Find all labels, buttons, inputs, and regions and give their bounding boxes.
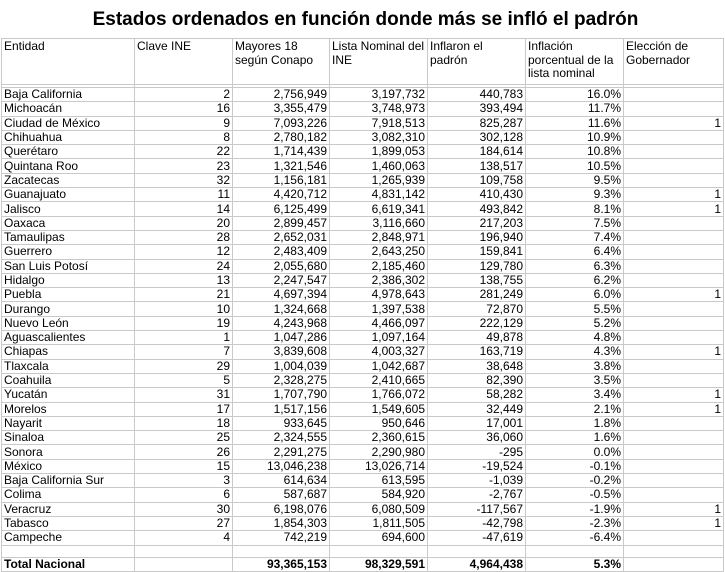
inflaron-cell: 302,128 — [428, 130, 526, 144]
clave-cell: 25 — [135, 431, 233, 445]
inflacion-cell: -0.2% — [526, 474, 624, 488]
clave-cell: 12 — [135, 245, 233, 259]
mayores-cell: 2,652,031 — [233, 230, 330, 244]
inflacion-cell: 3.4% — [526, 388, 624, 402]
mayores-cell: 2,291,275 — [233, 445, 330, 459]
entidad-cell: Baja California — [2, 88, 135, 102]
table-row — [2, 431, 724, 445]
mayores-cell: 2,756,949 — [233, 88, 330, 102]
mayores-cell: 4,243,968 — [233, 316, 330, 330]
table-row — [2, 359, 724, 373]
lista-cell: 584,920 — [330, 488, 428, 502]
inflaron-cell: 138,517 — [428, 159, 526, 173]
mayores-cell: 2,324,555 — [233, 431, 330, 445]
entidad-cell: Colima — [2, 488, 135, 502]
clave-cell: 22 — [135, 145, 233, 159]
clave-cell: 23 — [135, 159, 233, 173]
mayores-cell: 2,483,409 — [233, 245, 330, 259]
inflaron-cell: -47,619 — [428, 531, 526, 545]
inflacion-cell: 10.5% — [526, 159, 624, 173]
lista-cell: 950,646 — [330, 416, 428, 430]
mayores-cell: 6,125,499 — [233, 202, 330, 216]
gobernador-cell: 1 — [624, 502, 724, 516]
entidad-cell: Guerrero — [2, 245, 135, 259]
table-row — [2, 188, 724, 202]
inflacion-cell: 9.3% — [526, 188, 624, 202]
gobernador-cell — [624, 431, 724, 445]
gobernador-cell — [624, 230, 724, 244]
inflaron-cell: -42,798 — [428, 516, 526, 530]
gobernador-cell — [624, 130, 724, 144]
lista-cell: 1,549,605 — [330, 402, 428, 416]
gobernador-cell — [624, 416, 724, 430]
inflacion-cell: 7.5% — [526, 216, 624, 230]
gobernador-cell — [624, 459, 724, 473]
lista-cell: 1,042,687 — [330, 359, 428, 373]
lista-cell: 2,386,302 — [330, 273, 428, 287]
lista-cell: 1,097,164 — [330, 331, 428, 345]
gobernador-cell — [624, 557, 724, 571]
header-clave-ine: Clave INE — [135, 39, 233, 85]
gobernador-cell — [624, 302, 724, 316]
inflaron-cell: 4,964,438 — [428, 557, 526, 571]
blank-row — [2, 545, 724, 557]
entidad-cell: Puebla — [2, 288, 135, 302]
inflacion-cell: 5.5% — [526, 302, 624, 316]
entidad-cell: Veracruz — [2, 502, 135, 516]
mayores-cell: 1,324,668 — [233, 302, 330, 316]
lista-cell: 1,265,939 — [330, 173, 428, 187]
gobernador-cell — [624, 359, 724, 373]
lista-cell: 1,811,505 — [330, 516, 428, 530]
inflaron-cell: 222,129 — [428, 316, 526, 330]
entidad-cell: Yucatán — [2, 388, 135, 402]
inflacion-cell: -0.5% — [526, 488, 624, 502]
clave-cell: 5 — [135, 373, 233, 387]
clave-cell: 3 — [135, 474, 233, 488]
gobernador-cell — [624, 102, 724, 116]
inflacion-cell: 10.8% — [526, 145, 624, 159]
entidad-cell: Zacatecas — [2, 173, 135, 187]
blank-cell — [624, 545, 724, 557]
entidad-cell: San Luis Potosí — [2, 259, 135, 273]
clave-cell: 2 — [135, 88, 233, 102]
clave-cell: 20 — [135, 216, 233, 230]
inflacion-cell: 4.3% — [526, 345, 624, 359]
inflaron-cell: 163,719 — [428, 345, 526, 359]
gobernador-cell — [624, 259, 724, 273]
lista-cell: 98,329,591 — [330, 557, 428, 571]
table-row — [2, 230, 724, 244]
inflacion-cell: 8.1% — [526, 202, 624, 216]
inflaron-cell: 32,449 — [428, 402, 526, 416]
gobernador-cell: 1 — [624, 202, 724, 216]
entidad-cell: México — [2, 459, 135, 473]
mayores-cell: 1,004,039 — [233, 359, 330, 373]
mayores-cell: 4,420,712 — [233, 188, 330, 202]
inflacion-cell: 6.2% — [526, 273, 624, 287]
entidad-cell: Aguascalientes — [2, 331, 135, 345]
mayores-cell: 1,156,181 — [233, 173, 330, 187]
inflaron-cell: 410,430 — [428, 188, 526, 202]
gobernador-cell — [624, 145, 724, 159]
mayores-cell: 6,198,076 — [233, 502, 330, 516]
entidad-cell: Michoacán — [2, 102, 135, 116]
header-row — [2, 39, 724, 85]
mayores-cell: 2,055,680 — [233, 259, 330, 273]
table-row — [2, 116, 724, 130]
clave-cell: 17 — [135, 402, 233, 416]
mayores-cell: 2,780,182 — [233, 130, 330, 144]
table-row — [2, 130, 724, 144]
entidad-cell: Oaxaca — [2, 216, 135, 230]
gobernador-cell — [624, 88, 724, 102]
clave-cell: 28 — [135, 230, 233, 244]
lista-cell: 4,466,097 — [330, 316, 428, 330]
entidad-cell: Durango — [2, 302, 135, 316]
gobernador-cell — [624, 474, 724, 488]
clave-cell: 10 — [135, 302, 233, 316]
header-eleccion-gobernador: Elección de Gobernador — [624, 39, 724, 85]
clave-cell: 15 — [135, 459, 233, 473]
table-row — [2, 474, 724, 488]
gobernador-cell: 1 — [624, 516, 724, 530]
gobernador-cell: 1 — [624, 288, 724, 302]
clave-cell: 11 — [135, 188, 233, 202]
lista-cell: 2,643,250 — [330, 245, 428, 259]
mayores-cell: 2,899,457 — [233, 216, 330, 230]
inflacion-cell: 1.8% — [526, 416, 624, 430]
clave-cell: 19 — [135, 316, 233, 330]
inflaron-cell: 49,878 — [428, 331, 526, 345]
gobernador-cell: 1 — [624, 116, 724, 130]
blank-cell — [428, 545, 526, 557]
gobernador-cell: 1 — [624, 345, 724, 359]
header-lista-nominal: Lista Nominal del INE — [330, 39, 428, 85]
gobernador-cell — [624, 445, 724, 459]
header-inflaron: Inflaron el padrón — [428, 39, 526, 85]
mayores-cell: 1,321,546 — [233, 159, 330, 173]
table-row — [2, 345, 724, 359]
table-row — [2, 459, 724, 473]
entidad-cell: Chiapas — [2, 345, 135, 359]
inflaron-cell: 440,783 — [428, 88, 526, 102]
table-row — [2, 388, 724, 402]
gobernador-cell: 1 — [624, 388, 724, 402]
entidad-cell: Guanajuato — [2, 188, 135, 202]
clave-cell: 24 — [135, 259, 233, 273]
table-row — [2, 316, 724, 330]
inflacion-cell: 6.3% — [526, 259, 624, 273]
table-row — [2, 488, 724, 502]
inflaron-cell: -19,524 — [428, 459, 526, 473]
inflaron-cell: 825,287 — [428, 116, 526, 130]
gobernador-cell — [624, 488, 724, 502]
inflaron-cell: 393,494 — [428, 102, 526, 116]
inflaron-cell: 38,648 — [428, 359, 526, 373]
clave-cell — [135, 557, 233, 571]
lista-cell: 2,848,971 — [330, 230, 428, 244]
inflaron-cell: 82,390 — [428, 373, 526, 387]
table-row — [2, 445, 724, 459]
mayores-cell: 2,247,547 — [233, 273, 330, 287]
table-row — [2, 273, 724, 287]
mayores-cell: 3,355,479 — [233, 102, 330, 116]
inflacion-cell: 5.3% — [526, 557, 624, 571]
clave-cell: 13 — [135, 273, 233, 287]
entidad-cell: Morelos — [2, 402, 135, 416]
mayores-cell: 614,634 — [233, 474, 330, 488]
inflaron-cell: 36,060 — [428, 431, 526, 445]
inflaron-cell: -295 — [428, 445, 526, 459]
inflaron-cell: 184,614 — [428, 145, 526, 159]
inflaron-cell: 493,842 — [428, 202, 526, 216]
clave-cell: 1 — [135, 331, 233, 345]
lista-cell: 3,748,973 — [330, 102, 428, 116]
mayores-cell: 3,839,608 — [233, 345, 330, 359]
inflaron-cell: 72,870 — [428, 302, 526, 316]
lista-cell: 613,595 — [330, 474, 428, 488]
table-row — [2, 145, 724, 159]
clave-cell: 7 — [135, 345, 233, 359]
lista-cell: 1,899,053 — [330, 145, 428, 159]
table-row — [2, 302, 724, 316]
table-row — [2, 159, 724, 173]
mayores-cell: 2,328,275 — [233, 373, 330, 387]
entidad-cell: Tlaxcala — [2, 359, 135, 373]
mayores-cell: 93,365,153 — [233, 557, 330, 571]
entidad-cell: Querétaro — [2, 145, 135, 159]
lista-cell: 3,116,660 — [330, 216, 428, 230]
inflacion-cell: 6.4% — [526, 245, 624, 259]
inflaron-cell: 129,780 — [428, 259, 526, 273]
lista-cell: 2,290,980 — [330, 445, 428, 459]
inflacion-cell: 11.7% — [526, 102, 624, 116]
entidad-cell: Sinaloa — [2, 431, 135, 445]
clave-cell: 26 — [135, 445, 233, 459]
gobernador-cell — [624, 173, 724, 187]
entidad-cell: Sonora — [2, 445, 135, 459]
entidad-cell: Campeche — [2, 531, 135, 545]
inflacion-cell: 3.5% — [526, 373, 624, 387]
clave-cell: 29 — [135, 359, 233, 373]
blank-cell — [233, 545, 330, 557]
clave-cell: 31 — [135, 388, 233, 402]
inflacion-cell: -2.3% — [526, 516, 624, 530]
table-row — [2, 416, 724, 430]
lista-cell: 3,197,732 — [330, 88, 428, 102]
mayores-cell: 1,714,439 — [233, 145, 330, 159]
inflacion-cell: 5.2% — [526, 316, 624, 330]
mayores-cell: 1,854,303 — [233, 516, 330, 530]
table-row — [2, 373, 724, 387]
inflacion-cell: 10.9% — [526, 130, 624, 144]
entidad-cell: Tabasco — [2, 516, 135, 530]
table-row — [2, 502, 724, 516]
inflaron-cell: 281,249 — [428, 288, 526, 302]
clave-cell: 27 — [135, 516, 233, 530]
header-mayores-18: Mayores 18 según Conapo — [233, 39, 330, 85]
gobernador-cell — [624, 331, 724, 345]
table-row — [2, 288, 724, 302]
mayores-cell: 742,219 — [233, 531, 330, 545]
entidad-cell: Quintana Roo — [2, 159, 135, 173]
clave-cell: 18 — [135, 416, 233, 430]
clave-cell: 6 — [135, 488, 233, 502]
inflacion-cell: 0.0% — [526, 445, 624, 459]
blank-cell — [135, 545, 233, 557]
gobernador-cell — [624, 531, 724, 545]
clave-cell: 21 — [135, 288, 233, 302]
inflaron-cell: -117,567 — [428, 502, 526, 516]
gobernador-cell — [624, 373, 724, 387]
blank-cell — [526, 545, 624, 557]
gobernador-cell — [624, 273, 724, 287]
clave-cell: 14 — [135, 202, 233, 216]
inflaron-cell: 58,282 — [428, 388, 526, 402]
clave-cell: 8 — [135, 130, 233, 144]
inflacion-cell: 2.1% — [526, 402, 624, 416]
gobernador-cell: 1 — [624, 402, 724, 416]
mayores-cell: 1,707,790 — [233, 388, 330, 402]
clave-cell: 32 — [135, 173, 233, 187]
header-inflacion-porcentual: Inflación porcentual de la lista nominal — [526, 39, 624, 85]
inflacion-cell: -6.4% — [526, 531, 624, 545]
inflacion-cell: 16.0% — [526, 88, 624, 102]
table-row — [2, 402, 724, 416]
inflacion-cell: 9.5% — [526, 173, 624, 187]
lista-cell: 1,397,538 — [330, 302, 428, 316]
inflacion-cell: 11.6% — [526, 116, 624, 130]
blank-cell — [2, 545, 135, 557]
inflaron-cell: -2,767 — [428, 488, 526, 502]
lista-cell: 6,619,341 — [330, 202, 428, 216]
gobernador-cell — [624, 316, 724, 330]
mayores-cell: 587,687 — [233, 488, 330, 502]
lista-cell: 7,918,513 — [330, 116, 428, 130]
mayores-cell: 933,645 — [233, 416, 330, 430]
clave-cell: 4 — [135, 531, 233, 545]
inflaron-cell: 217,203 — [428, 216, 526, 230]
gobernador-cell — [624, 216, 724, 230]
page-title: Estados ordenados en función donde más se infló el padrón — [92, 9, 639, 30]
entidad-cell: Chihuahua — [2, 130, 135, 144]
lista-cell: 4,978,643 — [330, 288, 428, 302]
lista-cell: 2,410,665 — [330, 373, 428, 387]
clave-cell: 9 — [135, 116, 233, 130]
table-row — [2, 88, 724, 102]
lista-cell: 3,082,310 — [330, 130, 428, 144]
inflaron-cell: 159,841 — [428, 245, 526, 259]
inflacion-cell: 7.4% — [526, 230, 624, 244]
lista-cell: 1,766,072 — [330, 388, 428, 402]
inflaron-cell: 196,940 — [428, 230, 526, 244]
table-row — [2, 202, 724, 216]
gobernador-cell — [624, 159, 724, 173]
table-row — [2, 331, 724, 345]
inflacion-cell: 3.8% — [526, 359, 624, 373]
entidad-cell: Ciudad de México — [2, 116, 135, 130]
inflaron-cell: 17,001 — [428, 416, 526, 430]
mayores-cell: 7,093,226 — [233, 116, 330, 130]
inflacion-cell: 1.6% — [526, 431, 624, 445]
table-row — [2, 516, 724, 530]
entidad-cell: Hidalgo — [2, 273, 135, 287]
total-row — [2, 557, 724, 571]
mayores-cell: 13,046,238 — [233, 459, 330, 473]
entidad-cell: Baja California Sur — [2, 474, 135, 488]
clave-cell: 16 — [135, 102, 233, 116]
table-row — [2, 216, 724, 230]
inflacion-cell: 4.8% — [526, 331, 624, 345]
entidad-cell: Tamaulipas — [2, 230, 135, 244]
mayores-cell: 1,517,156 — [233, 402, 330, 416]
lista-cell: 2,360,615 — [330, 431, 428, 445]
lista-cell: 4,003,327 — [330, 345, 428, 359]
blank-cell — [330, 545, 428, 557]
header-entidad: Entidad — [2, 39, 135, 85]
inflacion-cell: -0.1% — [526, 459, 624, 473]
inflaron-cell: 138,755 — [428, 273, 526, 287]
inflaron-cell: 109,758 — [428, 173, 526, 187]
clave-cell: 30 — [135, 502, 233, 516]
inflacion-cell: -1.9% — [526, 502, 624, 516]
table-row — [2, 245, 724, 259]
lista-cell: 13,026,714 — [330, 459, 428, 473]
entidad-cell: Nayarit — [2, 416, 135, 430]
table-row — [2, 259, 724, 273]
table-row — [2, 102, 724, 116]
lista-cell: 2,185,460 — [330, 259, 428, 273]
entidad-cell: Total Nacional — [2, 557, 135, 571]
states-table — [1, 38, 724, 572]
mayores-cell: 4,697,394 — [233, 288, 330, 302]
lista-cell: 1,460,063 — [330, 159, 428, 173]
lista-cell: 694,600 — [330, 531, 428, 545]
mayores-cell: 1,047,286 — [233, 331, 330, 345]
inflaron-cell: -1,039 — [428, 474, 526, 488]
entidad-cell: Coahuila — [2, 373, 135, 387]
table-row — [2, 173, 724, 187]
gobernador-cell — [624, 245, 724, 259]
lista-cell: 4,831,142 — [330, 188, 428, 202]
entidad-cell: Jalisco — [2, 202, 135, 216]
table-row — [2, 531, 724, 545]
inflacion-cell: 6.0% — [526, 288, 624, 302]
gobernador-cell: 1 — [624, 188, 724, 202]
entidad-cell: Nuevo León — [2, 316, 135, 330]
lista-cell: 6,080,509 — [330, 502, 428, 516]
